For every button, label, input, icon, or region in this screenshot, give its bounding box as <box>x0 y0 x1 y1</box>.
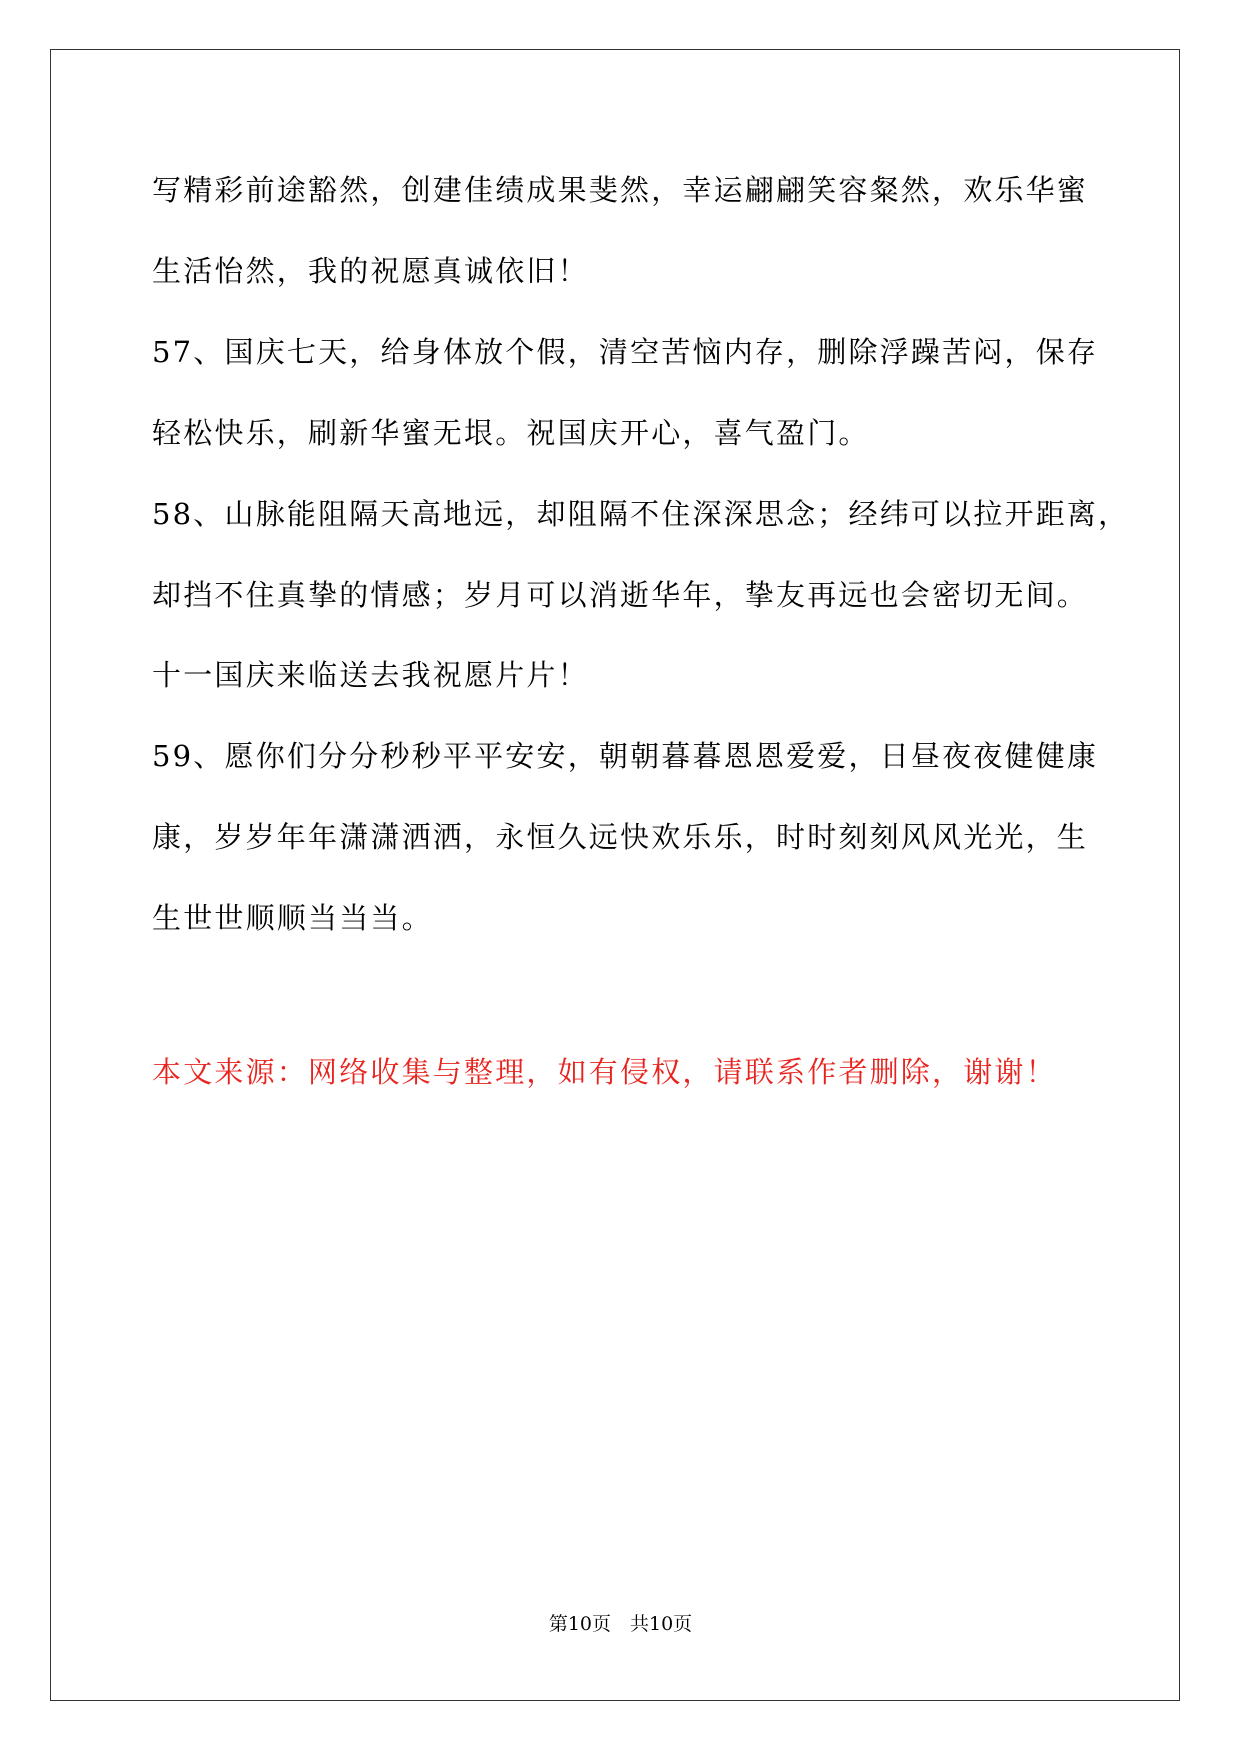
page-border <box>50 49 1180 1701</box>
paragraph-line: 轻松快乐，刷新华蜜无垠。祝国庆开心，喜气盈门。 <box>152 416 870 450</box>
paragraph-line: 却挡不住真挚的情感；岁月可以消逝华年，挚友再远也会密切无间。 <box>152 578 1089 612</box>
paragraph-line: 写精彩前途豁然，创建佳绩成果斐然，幸运翩翩笑容粲然，欢乐华蜜 <box>152 173 1089 207</box>
paragraph-line: 十一国庆来临送去我祝愿片片！ <box>152 658 589 692</box>
page-number-footer: 第10页 共10页 <box>548 1613 693 1635</box>
paragraph-line: 59、愿你们分分秒秒平平安安，朝朝暮暮恩恩爱爱，日昼夜夜健健康 <box>152 739 1099 773</box>
paragraph-line: 生世世顺顺当当当。 <box>152 901 433 935</box>
paragraph-line: 生活怡然，我的祝愿真诚依旧！ <box>152 254 589 288</box>
paragraph-line: 57、国庆七天，给身体放个假，清空苦恼内存，删除浮躁苦闷，保存 <box>152 335 1099 369</box>
source-note: 本文来源：网络收集与整理，如有侵权，请联系作者删除，谢谢！ <box>152 1055 1057 1089</box>
paragraph-line: 康，岁岁年年潇潇洒洒，永恒久远快欢乐乐，时时刻刻风风光光，生 <box>152 820 1089 854</box>
paragraph-line: 58、山脉能阻隔天高地远，却阻隔不住深深思念；经纬可以拉开距离， <box>152 497 1130 531</box>
